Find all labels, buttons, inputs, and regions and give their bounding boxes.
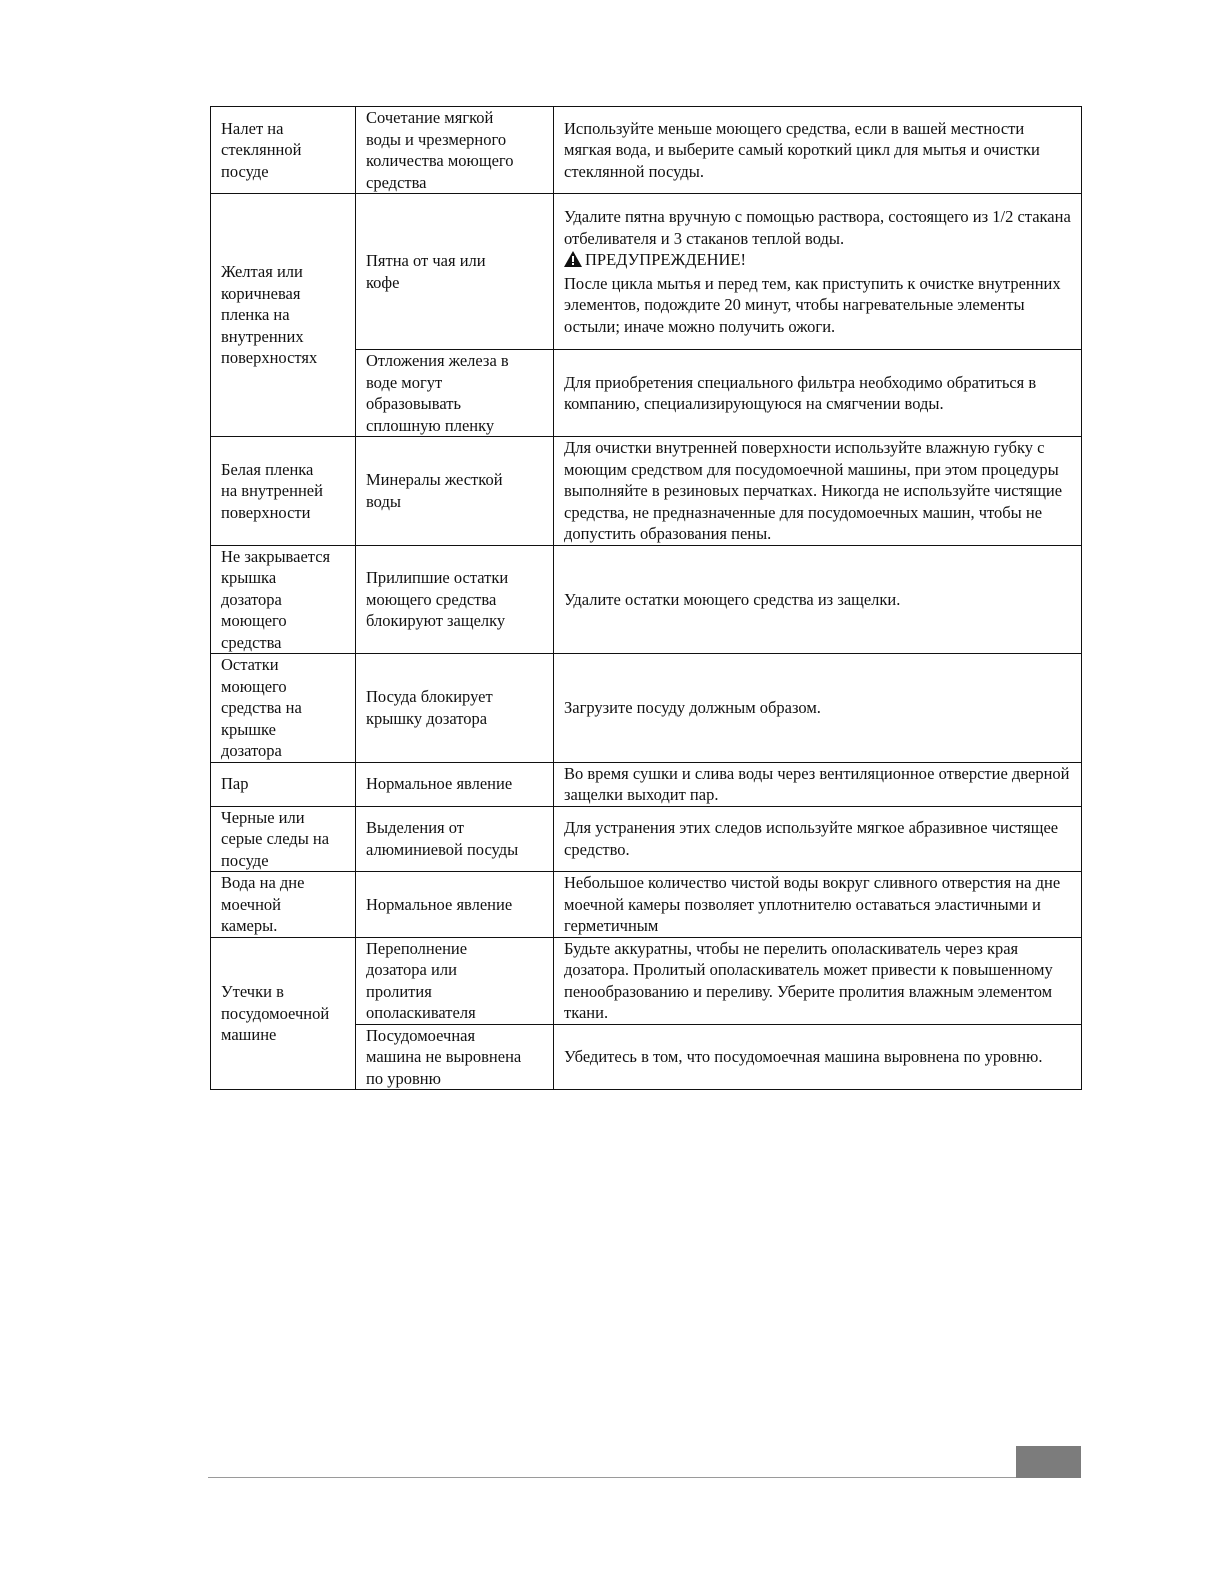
problem-cell: Утечки в посудомоечной машине (211, 937, 356, 1090)
solution-cell (554, 194, 1082, 350)
problem-cell: Остатки моющего средства на крышке дозатора (211, 654, 356, 763)
warning-label: ПРЕДУПРЕЖДЕНИЕ! (585, 250, 747, 269)
cause-cell: Посудомоечная машина не выровнена по уровню (356, 1024, 554, 1090)
solution-cell: Для устранения этих следов используйте мягкое абразивное чистящее средство. (554, 806, 1082, 872)
warning-line (564, 249, 1073, 273)
table-row (211, 437, 1082, 546)
problem-cell: Пар (211, 762, 356, 806)
table-row (211, 762, 1082, 806)
cause-cell: Выделения от алюминиевой посуды (356, 806, 554, 872)
cause-cell: Прилипшие остатки моющего средства блокируют защелку (356, 545, 554, 654)
problem-cell: Желтая или коричневая пленка на внутренних поверхностях (211, 194, 356, 437)
table-row (211, 872, 1082, 938)
cause-cell: Посуда блокирует крышку дозатора (356, 654, 554, 763)
warning-triangle-icon (564, 251, 582, 273)
solution-cell: Загрузите посуду должным образом. (554, 654, 1082, 763)
table-row (211, 937, 1082, 1024)
problem-cell: Не закрывается крышка дозатора моющего средства (211, 545, 356, 654)
solution-cell: Будьте аккуратны, чтобы не перелить ополаскиватель через края дозатора. Пролитый ополаскиватель может привести к повышенному пенообразованию и переливу. Уберите пролития влажным элементом ткани. (554, 937, 1082, 1024)
problem-cell: Белая пленка на внутренней поверхности (211, 437, 356, 546)
cause-cell: Переполнение дозатора или пролития ополаскивателя (356, 937, 554, 1024)
solution-cell: Для очистки внутренней поверхности используйте влажную губку с моющим средством для посудомоечной машины, при этом процедуры выполняйте в резиновых перчатках. Никогда не используйте чистящие средства, не предназначенные для посудомоечных машин, чтобы не допустить образования пены. (554, 437, 1082, 546)
page-number-box (1016, 1446, 1081, 1478)
cause-cell: Минералы жесткой воды (356, 437, 554, 546)
cause-cell: Отложения железа в воде могут образовывать сплошную пленку (356, 350, 554, 437)
cause-cell: Нормальное явление (356, 872, 554, 938)
table-row (211, 545, 1082, 654)
solution-text: Удалите пятна вручную с помощью раствора, состоящего из 1/2 стакана отбеливателя и 3 стаканов теплой воды. (564, 207, 1071, 248)
footer-rule (208, 1477, 1016, 1478)
solution-cell: Для приобретения специального фильтра необходимо обратиться в компанию, специализирующуюся на смягчении воды. (554, 350, 1082, 437)
solution-cell: Используйте меньше моющего средства, если в вашей местности мягкая вода, и выберите самый короткий цикл для мытья и очистки стеклянной посуды. (554, 107, 1082, 194)
table-row (211, 654, 1082, 763)
cause-cell: Нормальное явление (356, 762, 554, 806)
cause-cell: Пятна от чая или кофе (356, 194, 554, 350)
solution-cell: Удалите остатки моющего средства из защелки. (554, 545, 1082, 654)
table-row (211, 107, 1082, 194)
solution-cell: Небольшое количество чистой воды вокруг сливного отверстия на дне моечной камеры позволяет уплотнителю оставаться эластичными и герметичным (554, 872, 1082, 938)
problem-cell: Черные или серые следы на посуде (211, 806, 356, 872)
problem-cell: Вода на дне моечной камеры. (211, 872, 356, 938)
solution-text: После цикла мытья и перед тем, как приступить к очистке внутренних элементов, подождите 20 минут, чтобы нагревательные элементы остыли; иначе можно получить ожоги. (564, 273, 1061, 336)
table-row (211, 194, 1082, 350)
solution-cell: Убедитесь в том, что посудомоечная машина выровнена по уровню. (554, 1024, 1082, 1090)
troubleshooting-table (210, 106, 1082, 1090)
table-row (211, 806, 1082, 872)
cause-cell: Сочетание мягкой воды и чрезмерного количества моющего средства (356, 107, 554, 194)
solution-cell: Во время сушки и слива воды через вентиляционное отверстие дверной защелки выходит пар. (554, 762, 1082, 806)
problem-cell: Налет на стеклянной посуде (211, 107, 356, 194)
